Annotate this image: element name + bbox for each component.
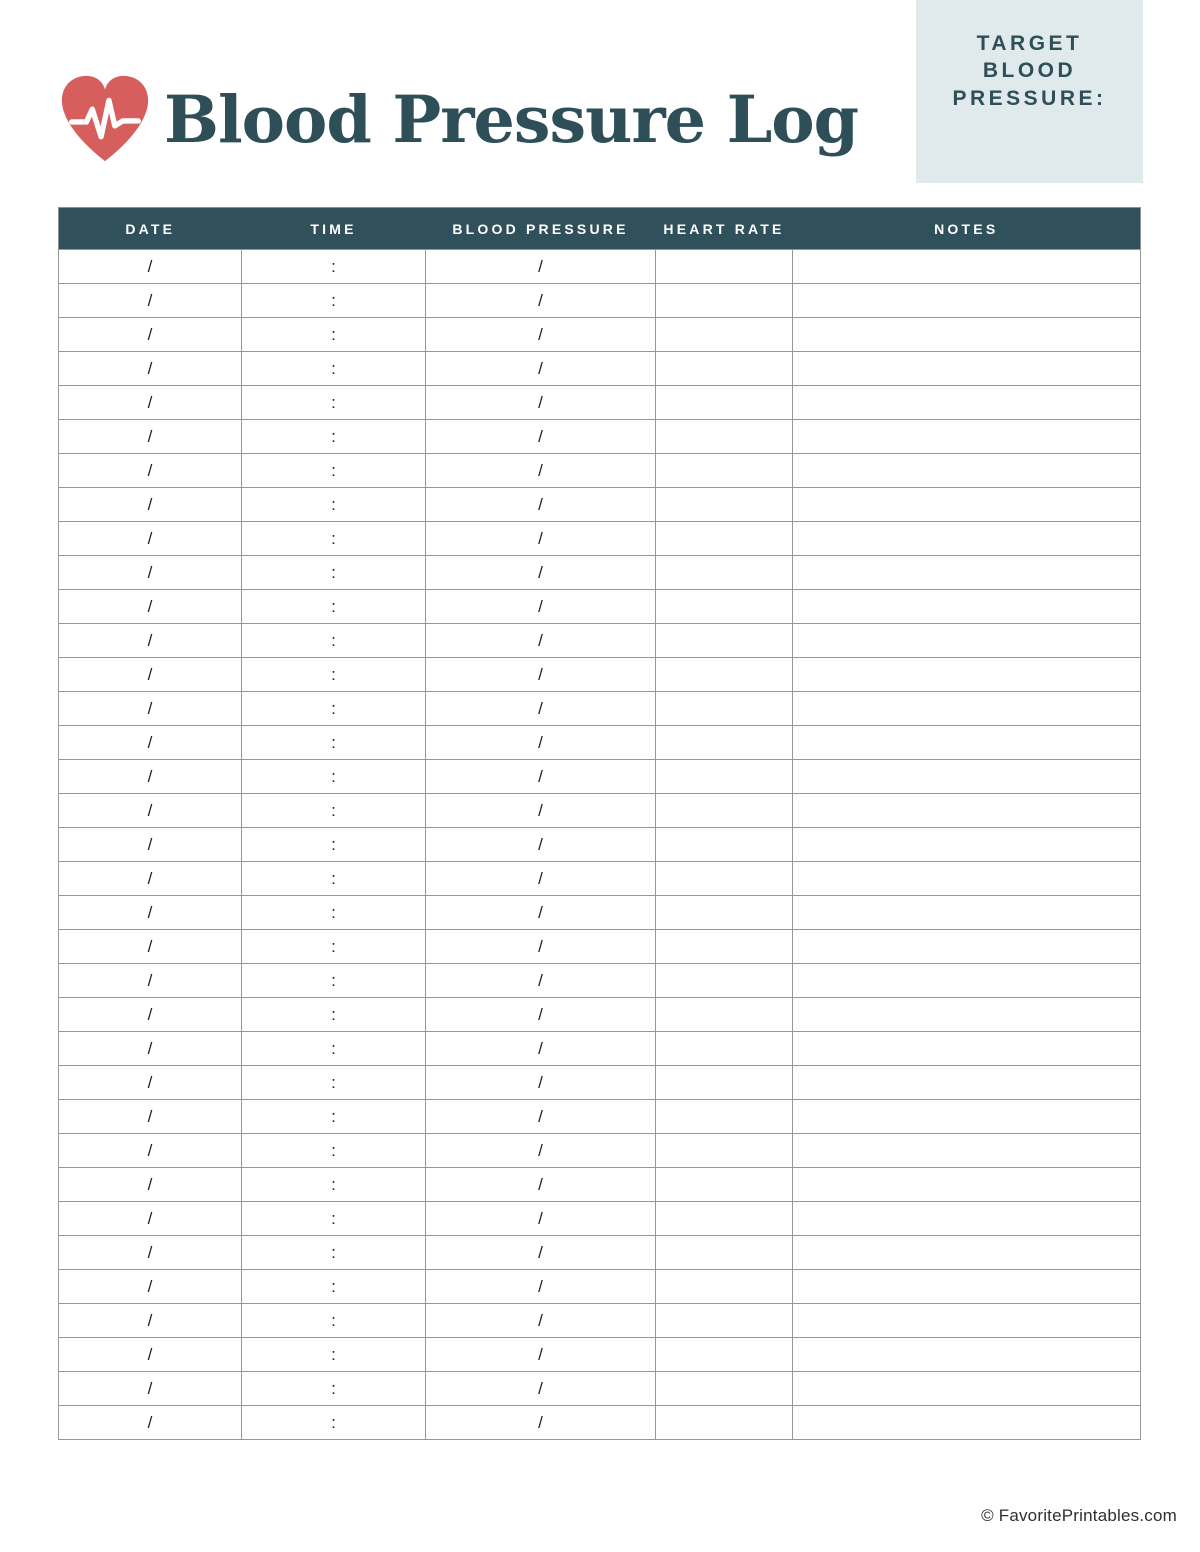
notes-cell [793, 1066, 1141, 1100]
blood-pressure-cell: / [426, 1134, 656, 1168]
notes-cell [793, 828, 1141, 862]
date-cell: / [59, 1202, 242, 1236]
time-cell: : [242, 930, 426, 964]
blood-pressure-cell: / [426, 930, 656, 964]
heart-rate-cell [656, 318, 793, 352]
notes-cell [793, 1372, 1141, 1406]
heart-rate-cell [656, 1304, 793, 1338]
date-cell: / [59, 624, 242, 658]
log-row [59, 1338, 1141, 1372]
time-cell: : [242, 964, 426, 998]
date-cell: / [59, 998, 242, 1032]
log-row [59, 1372, 1141, 1406]
time-cell: : [242, 318, 426, 352]
notes-cell [793, 760, 1141, 794]
heart-rate-cell [656, 488, 793, 522]
notes-cell [793, 692, 1141, 726]
blood-pressure-cell: / [426, 794, 656, 828]
page-title: Blood Pressure Log [164, 81, 859, 158]
log-row [59, 1032, 1141, 1066]
log-row [59, 1134, 1141, 1168]
time-cell: : [242, 998, 426, 1032]
log-row [59, 420, 1141, 454]
notes-cell [793, 1168, 1141, 1202]
target-blood-pressure-box [916, 0, 1143, 183]
log-row [59, 1236, 1141, 1270]
blood-pressure-cell: / [426, 760, 656, 794]
header-row [59, 208, 1141, 250]
heart-rate-cell [656, 1168, 793, 1202]
date-cell: / [59, 1270, 242, 1304]
date-cell: / [59, 1406, 242, 1440]
heart-rate-cell [656, 1236, 793, 1270]
log-row [59, 1168, 1141, 1202]
time-cell: : [242, 386, 426, 420]
notes-cell [793, 1032, 1141, 1066]
heart-rate-cell [656, 862, 793, 896]
heart-rate-cell [656, 1270, 793, 1304]
heart-rate-cell [656, 1032, 793, 1066]
time-cell: : [242, 624, 426, 658]
target-blood-pressure-label: TARGET BLOOD PRESSURE: [952, 32, 1107, 110]
heart-rate-cell [656, 284, 793, 318]
footer-credit: © FavoritePrintables.com [981, 1506, 1177, 1525]
date-cell: / [59, 420, 242, 454]
date-cell: / [59, 726, 242, 760]
heart-rate-cell [656, 1338, 793, 1372]
blood-pressure-cell: / [426, 862, 656, 896]
notes-cell [793, 726, 1141, 760]
date-cell: / [59, 590, 242, 624]
heart-rate-cell [656, 1372, 793, 1406]
notes-cell [793, 658, 1141, 692]
blood-pressure-cell: / [426, 1236, 656, 1270]
time-cell: : [242, 658, 426, 692]
date-cell: / [59, 1372, 242, 1406]
heart-rate-cell [656, 1134, 793, 1168]
time-cell: : [242, 1236, 426, 1270]
heart-pulse-icon [56, 70, 154, 170]
date-cell: / [59, 692, 242, 726]
log-row [59, 1202, 1141, 1236]
heart-rate-cell [656, 386, 793, 420]
blood-pressure-cell: / [426, 964, 656, 998]
date-cell: / [59, 862, 242, 896]
heart-rate-cell [656, 828, 793, 862]
log-row [59, 692, 1141, 726]
blood-pressure-cell: / [426, 420, 656, 454]
log-row [59, 862, 1141, 896]
time-cell: : [242, 1202, 426, 1236]
time-cell: : [242, 726, 426, 760]
blood-pressure-cell: / [426, 896, 656, 930]
blood-pressure-cell: / [426, 1304, 656, 1338]
time-cell: : [242, 590, 426, 624]
notes-cell [793, 1202, 1141, 1236]
date-cell: / [59, 488, 242, 522]
notes-cell [793, 556, 1141, 590]
time-cell: : [242, 1066, 426, 1100]
notes-cell [793, 352, 1141, 386]
blood-pressure-cell: / [426, 1168, 656, 1202]
time-cell: : [242, 692, 426, 726]
log-row [59, 930, 1141, 964]
heart-rate-cell [656, 522, 793, 556]
heart-rate-cell [656, 760, 793, 794]
time-cell: : [242, 896, 426, 930]
heart-rate-cell [656, 1066, 793, 1100]
log-row [59, 624, 1141, 658]
log-row [59, 794, 1141, 828]
heart-rate-cell [656, 590, 793, 624]
log-row [59, 964, 1141, 998]
time-cell: : [242, 862, 426, 896]
notes-cell [793, 794, 1141, 828]
heart-rate-cell [656, 964, 793, 998]
blood-pressure-cell: / [426, 1406, 656, 1440]
notes-cell [793, 1304, 1141, 1338]
time-cell: : [242, 1338, 426, 1372]
notes-cell [793, 624, 1141, 658]
date-cell: / [59, 556, 242, 590]
heart-rate-cell [656, 420, 793, 454]
heart-rate-cell [656, 794, 793, 828]
time-cell: : [242, 454, 426, 488]
time-cell: : [242, 1168, 426, 1202]
time-cell: : [242, 1372, 426, 1406]
log-row [59, 386, 1141, 420]
date-cell: / [59, 318, 242, 352]
heart-rate-cell [656, 896, 793, 930]
date-cell: / [59, 794, 242, 828]
log-row [59, 726, 1141, 760]
blood-pressure-cell: / [426, 488, 656, 522]
log-row [59, 760, 1141, 794]
blood-pressure-cell: / [426, 1270, 656, 1304]
column-header-heart-rate: HEART RATE [656, 208, 793, 250]
column-header-date: DATE [59, 208, 242, 250]
log-row [59, 556, 1141, 590]
blood-pressure-cell: / [426, 624, 656, 658]
time-cell: : [242, 1304, 426, 1338]
heart-rate-cell [656, 624, 793, 658]
notes-cell [793, 930, 1141, 964]
notes-cell [793, 998, 1141, 1032]
heart-rate-cell [656, 556, 793, 590]
notes-cell [793, 1134, 1141, 1168]
log-row [59, 658, 1141, 692]
notes-cell [793, 250, 1141, 284]
notes-cell [793, 1270, 1141, 1304]
date-cell: / [59, 1304, 242, 1338]
log-row [59, 590, 1141, 624]
log-row [59, 998, 1141, 1032]
blood-pressure-cell: / [426, 1066, 656, 1100]
date-cell: / [59, 1338, 242, 1372]
blood-pressure-cell: / [426, 828, 656, 862]
notes-cell [793, 1100, 1141, 1134]
blood-pressure-cell: / [426, 454, 656, 488]
blood-pressure-cell: / [426, 1032, 656, 1066]
notes-cell [793, 488, 1141, 522]
heart-rate-cell [656, 454, 793, 488]
time-cell: : [242, 488, 426, 522]
time-cell: : [242, 284, 426, 318]
log-row [59, 284, 1141, 318]
time-cell: : [242, 1100, 426, 1134]
notes-cell [793, 964, 1141, 998]
log-row [59, 896, 1141, 930]
time-cell: : [242, 556, 426, 590]
time-cell: : [242, 794, 426, 828]
heart-rate-cell [656, 658, 793, 692]
blood-pressure-cell: / [426, 1372, 656, 1406]
notes-cell [793, 386, 1141, 420]
log-row [59, 1066, 1141, 1100]
date-cell: / [59, 386, 242, 420]
date-cell: / [59, 1134, 242, 1168]
date-cell: / [59, 1236, 242, 1270]
date-cell: / [59, 454, 242, 488]
blood-pressure-cell: / [426, 522, 656, 556]
heart-rate-cell [656, 930, 793, 964]
blood-pressure-cell: / [426, 556, 656, 590]
notes-cell [793, 284, 1141, 318]
blood-pressure-cell: / [426, 590, 656, 624]
blood-pressure-cell: / [426, 318, 656, 352]
notes-cell [793, 590, 1141, 624]
heart-rate-cell [656, 726, 793, 760]
blood-pressure-cell: / [426, 726, 656, 760]
log-row [59, 1304, 1141, 1338]
date-cell: / [59, 828, 242, 862]
heart-rate-cell [656, 352, 793, 386]
date-cell: / [59, 1066, 242, 1100]
time-cell: : [242, 420, 426, 454]
log-row [59, 454, 1141, 488]
log-row [59, 352, 1141, 386]
blood-pressure-cell: / [426, 998, 656, 1032]
date-cell: / [59, 1032, 242, 1066]
column-header-blood-pressure: BLOOD PRESSURE [426, 208, 656, 250]
heart-rate-cell [656, 998, 793, 1032]
blood-pressure-cell: / [426, 1338, 656, 1372]
date-cell: / [59, 1100, 242, 1134]
heart-rate-cell [656, 692, 793, 726]
blood-pressure-cell: / [426, 386, 656, 420]
time-cell: : [242, 352, 426, 386]
notes-cell [793, 896, 1141, 930]
log-row [59, 1270, 1141, 1304]
date-cell: / [59, 896, 242, 930]
notes-cell [793, 454, 1141, 488]
log-table-header [59, 208, 1141, 250]
log-row [59, 522, 1141, 556]
heart-rate-cell [656, 1202, 793, 1236]
time-cell: : [242, 828, 426, 862]
notes-cell [793, 1338, 1141, 1372]
log-row [59, 1406, 1141, 1440]
notes-cell [793, 420, 1141, 454]
date-cell: / [59, 760, 242, 794]
heart-rate-cell [656, 1100, 793, 1134]
time-cell: : [242, 250, 426, 284]
log-table-body [59, 250, 1141, 1440]
notes-cell [793, 318, 1141, 352]
time-cell: : [242, 1032, 426, 1066]
heart-rate-cell [656, 1406, 793, 1440]
notes-cell [793, 862, 1141, 896]
log-row [59, 318, 1141, 352]
log-row [59, 250, 1141, 284]
date-cell: / [59, 284, 242, 318]
date-cell: / [59, 1168, 242, 1202]
blood-pressure-cell: / [426, 250, 656, 284]
blood-pressure-cell: / [426, 284, 656, 318]
notes-cell [793, 522, 1141, 556]
time-cell: : [242, 760, 426, 794]
log-row [59, 828, 1141, 862]
column-header-time: TIME [242, 208, 426, 250]
log-row [59, 488, 1141, 522]
date-cell: / [59, 930, 242, 964]
log-row [59, 1100, 1141, 1134]
time-cell: : [242, 1406, 426, 1440]
date-cell: / [59, 964, 242, 998]
date-cell: / [59, 250, 242, 284]
blood-pressure-cell: / [426, 692, 656, 726]
heart-rate-cell [656, 250, 793, 284]
date-cell: / [59, 658, 242, 692]
blood-pressure-cell: / [426, 1202, 656, 1236]
time-cell: : [242, 1134, 426, 1168]
date-cell: / [59, 352, 242, 386]
notes-cell [793, 1236, 1141, 1270]
notes-cell [793, 1406, 1141, 1440]
blood-pressure-cell: / [426, 658, 656, 692]
time-cell: : [242, 522, 426, 556]
date-cell: / [59, 522, 242, 556]
column-header-notes: NOTES [793, 208, 1141, 250]
blood-pressure-cell: / [426, 352, 656, 386]
blood-pressure-log-table [58, 207, 1141, 1440]
page-header [56, 70, 858, 170]
blood-pressure-cell: / [426, 1100, 656, 1134]
time-cell: : [242, 1270, 426, 1304]
